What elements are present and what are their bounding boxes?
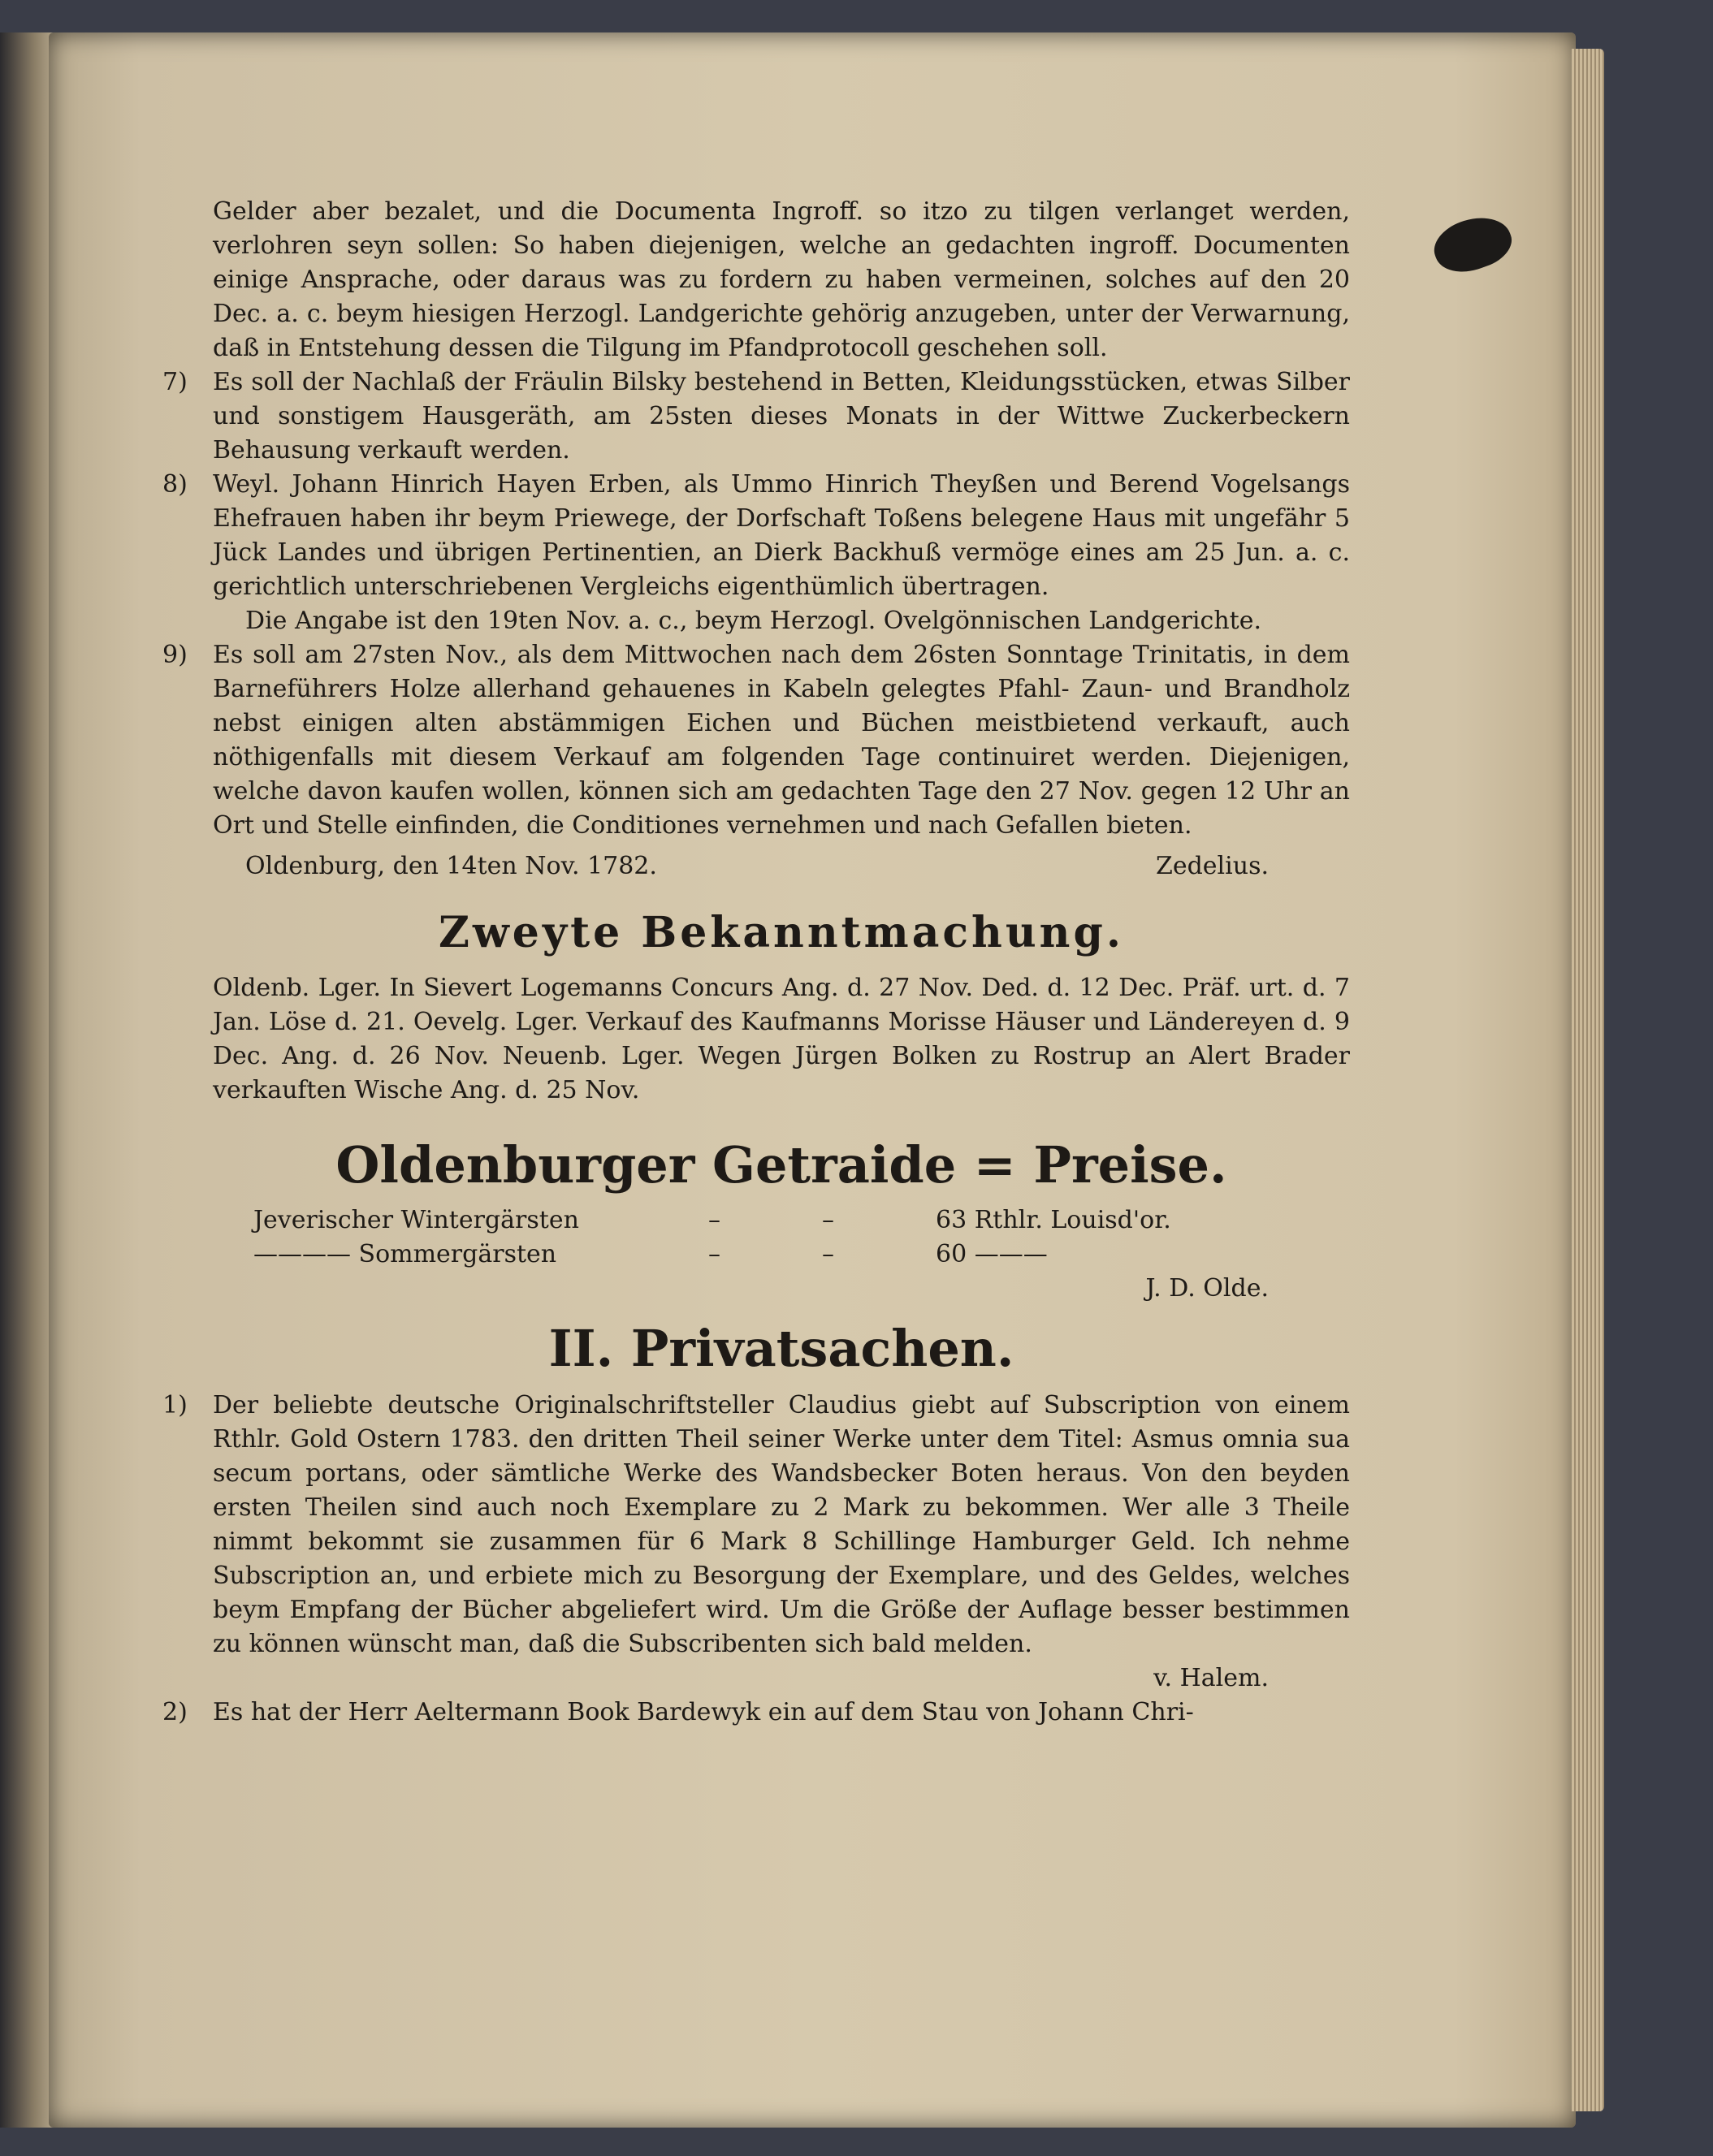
price-table bbox=[253, 1203, 1309, 1272]
grain-label: Jeverischer Wintergärsten bbox=[253, 1206, 579, 1234]
grain-label: ———— Sommergärsten bbox=[253, 1240, 557, 1268]
item-text: Es soll der Nachlaß der Fräulin Bilsky bestehend in Betten, Kleidungsstücken, etwas Silber und sonstigem Hausgeräth, am 25sten dieses Monats in der Wittwe Zuckerbeckern Behausung verkauft werden. bbox=[213, 368, 1350, 464]
grain-price: 60 ——— bbox=[936, 1240, 1048, 1268]
dash: – bbox=[708, 1206, 720, 1234]
dash: – bbox=[822, 1240, 834, 1268]
dash: – bbox=[822, 1206, 834, 1234]
item-text: Die Angabe ist den 19ten Nov. a. c., beym Herzogl. Ovelgönnischen Landgerichte. bbox=[245, 607, 1261, 635]
heading-grain-prices: Oldenburger Getraide = Preise. bbox=[335, 1135, 1227, 1195]
dash: – bbox=[708, 1240, 720, 1268]
item-text: Es soll am 27sten Nov., als dem Mittwochen nach dem 26sten Sonntage Trinitatis, in dem Barneführers Holze allerhand gehauenes in Kabeln gelegtes Pfahl- Zaun- und Brandholz nebst einigen alten abstämmigen Eichen und Büchen meistbietend verkauft, auch nöthigenfalls mit diesem Verkauf am folgenden Tage continuiret werden. Diejenigen, welche davon kaufen wollen, können sich am gedachten Tage den 27 Nov. gegen 12 Uhr an Ort und Stelle einfinden, die Conditiones vernehmen und nach Gefallen bieten. bbox=[213, 641, 1350, 840]
list-item bbox=[213, 604, 1350, 638]
signer: Zedelius. bbox=[1156, 852, 1269, 880]
page-text bbox=[162, 195, 1350, 1730]
item-number: 2) bbox=[162, 1698, 188, 1726]
list-item bbox=[162, 365, 1350, 468]
item-text: Weyl. Johann Hinrich Hayen Erben, als Ummo Hinrich Theyßen und Berend Vogelsangs Ehefrauen haben ihr beym Priewege, der Dorfschaft Toßens belegene Haus mit ungefähr 5 Jück Landes und übrigen Pertinentien, an Dierk Backhuß vermöge eines am 25 Jun. a. c. gerichtlich unterschriebenen Vergleichs eigenthümlich übertragen. bbox=[213, 470, 1350, 601]
page-edges bbox=[1572, 49, 1604, 2111]
grain-price: 63 Rthlr. Louisd'or. bbox=[936, 1206, 1171, 1234]
table-row bbox=[253, 1238, 1309, 1272]
item-number: 1) bbox=[162, 1391, 188, 1419]
item-number: 8) bbox=[162, 470, 188, 499]
heading-second-notice: Zweyte Bekanntmachung. bbox=[439, 908, 1124, 957]
item-text: Es hat der Herr Aeltermann Book Bardewyk ein auf dem Stau von Johann Chri- bbox=[213, 1698, 1194, 1726]
heading-private: II. Privatsachen. bbox=[548, 1319, 1014, 1378]
second-notice-text: Oldenb. Lger. In Sievert Logemanns Concurs Ang. d. 27 Nov. Ded. d. 12 Dec. Präf. urt. d. 7 Jan. Löse d. 21. Oevelg. Lger. Verkauf des Kaufmanns Morisse Häuser und Ländereyen d. 9 Dec. Ang. d. 26 Nov. Neuenb. Lger. Wegen Jürgen Bolken zu Rostrup an Alert Brader verkauften Wische Ang. d. 25 Nov. bbox=[213, 974, 1350, 1104]
place-date: Oldenburg, den 14ten Nov. 1782. bbox=[245, 852, 657, 880]
table-row bbox=[253, 1203, 1309, 1238]
paragraph-continued: Gelder aber bezalet, und die Documenta Ingroff. so itzo zu tilgen verlanget werden, verlohren seyn sollen: So haben diejenigen, welche an gedachten ingroff. Documenten einige Ansprache, oder daraus was zu fordern zu haben vermeinen, solches auf den 20 Dec. a. c. beym hiesigen Herzogl. Landgerichte gehörig anzugeben, unter der Verwarnung, daß in Entstehung dessen die Tilgung im Pfandprotocoll geschehen soll. bbox=[213, 197, 1350, 362]
list-item bbox=[162, 1389, 1350, 1661]
list-item bbox=[162, 468, 1350, 604]
item-number: 7) bbox=[162, 368, 188, 396]
private-signer: v. Halem. bbox=[1153, 1664, 1269, 1692]
grain-signer: J. D. Olde. bbox=[1145, 1274, 1269, 1303]
item-text: Der beliebte deutsche Originalschriftsteller Claudius giebt auf Subscription von einem Rthlr. Gold Ostern 1783. den dritten Theil seiner Werke unter dem Titel: Asmus omnia sua secum portans, oder sämtliche Werke des Wandsbecker Boten heraus. Von den beyden ersten Theilen sind auch noch Exemplare zu 2 Mark zu bekommen. Wer alle 3 Theile nimmt bekommt sie zusammen für 6 Mark 8 Schillinge Hamburger Geld. Ich nehme Subscription an, und erbiete mich zu Besorgung der Exemplare, und des Geldes, welches beym Empfang der Bücher abgeliefert wird. Um die Größe der Auflage besser bestimmen zu können wünscht man, daß die Subscribenten sich bald melden. bbox=[213, 1391, 1350, 1658]
list-item bbox=[162, 638, 1350, 843]
signature-line bbox=[245, 849, 1350, 884]
list-item bbox=[162, 1696, 1350, 1730]
item-number: 9) bbox=[162, 641, 188, 669]
